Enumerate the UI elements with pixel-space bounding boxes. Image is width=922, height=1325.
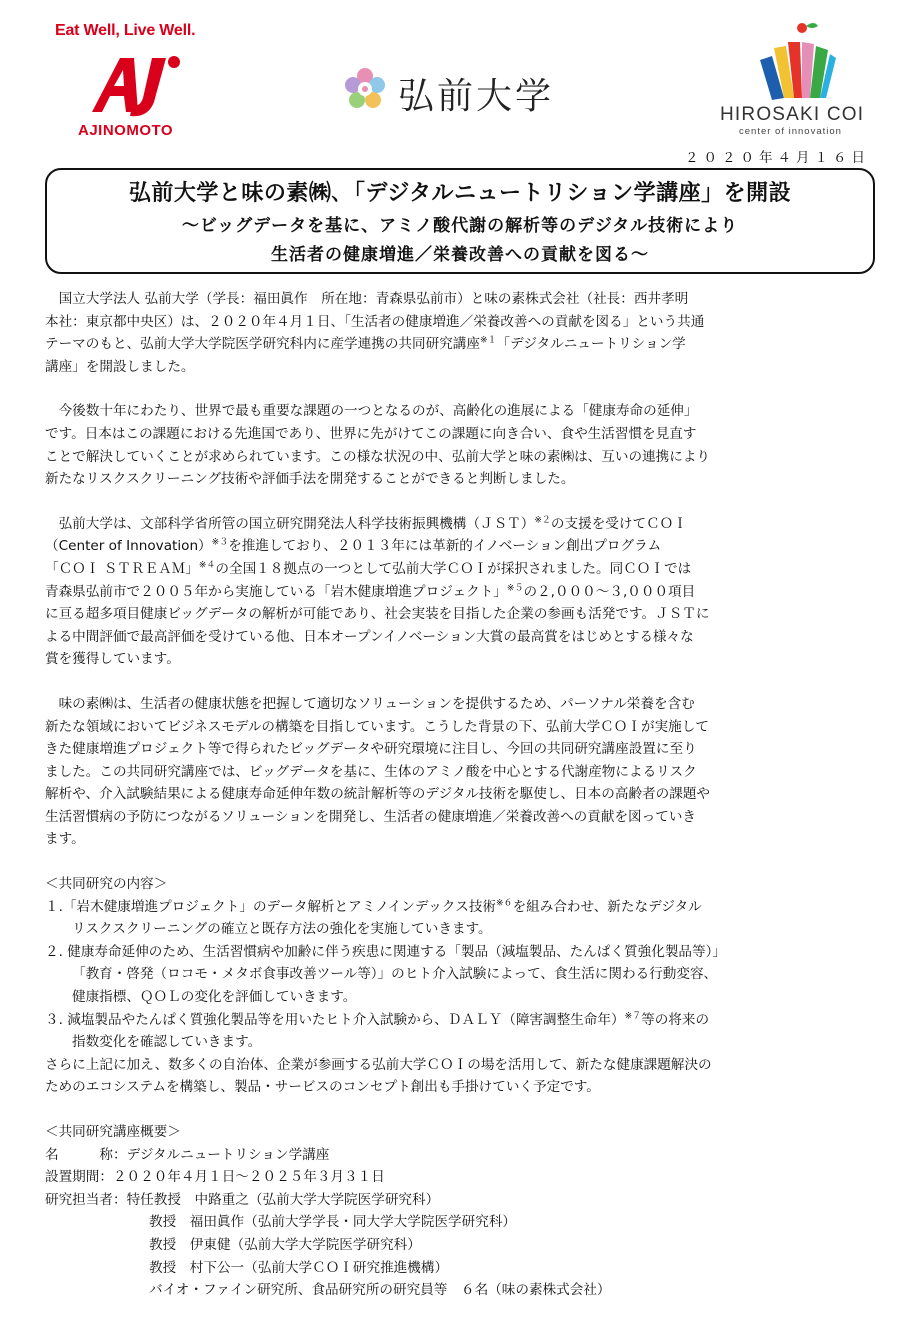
overview-name-row (45, 1144, 877, 1167)
overview-staff-label: 研究担当者： (45, 1191, 127, 1208)
paragraph-4-line: きた健康増進プロジェクト等で得られたビッグデータや研究環境に注目し、今回の共同研究講座設置に至り (45, 741, 697, 758)
paragraph-4-line: 解析や、介入試験結果による健康寿命延伸年数の統計解析等のデジタル技術を駆使し、日本の高齢者の課題や (45, 786, 711, 803)
paragraph-4-line: 生活習慣病の予防につながるソリューションを開発し、生活者の健康増進／栄養改善への貢献を図っていき (45, 808, 697, 825)
paragraph-2-line: 新たなリスクスクリーニング技術や評価手法を開発することができると判断しました。 (45, 471, 575, 488)
research-heading: ＜共同研究の内容＞ (45, 876, 168, 893)
ajinomoto-name: AJINOMOTO (78, 122, 174, 139)
ajinomoto-logo-icon (82, 50, 192, 120)
university-name: 弘前大学 (398, 76, 555, 117)
paragraph-2-line: 今後数十年にわたり、世界で最も重要な課題の一つとなるのが、高齢化の進展による「健康寿命の延伸」 (45, 403, 698, 420)
research-item-3-cont: 指数変化を確認していきます。 (72, 1034, 262, 1051)
footnote-ref: ※６ (496, 898, 513, 909)
paragraph-4-line: 新たな領域においてビジネスモデルの構築を目指しています。こうした背景の下、弘前大学ＣＯＩが実施して (45, 718, 709, 735)
paragraph-4-line: 味の素㈱は、生活者の健康状態を把握して適切なソリューションを提供するため、パーソナル栄養を含む (45, 695, 695, 712)
paragraph-1-line: テーマのもと、弘前大学大学院医学研究科内に産学連携の共同研究講座$^{※1}$「デジタルニュートリション学 (45, 335, 686, 353)
overview-name-value: デジタルニュートリション学講座 (126, 1146, 330, 1163)
research-item-2: ２. 健康寿命延伸のため、生活習慣病や加齢に伴う疾患に関連する「製品（減塩製品、たんぱく質強化製品等）」 (45, 943, 726, 960)
release-date: ２０２０年４月１６日 (685, 150, 870, 166)
paragraph-3-line: 青森県弘前市で２００５年から実施している「岩木健康増進プロジェクト」$^{※5}$の２,０００～３,０００項目 (45, 583, 696, 600)
paragraph-3-line: 賞を獲得しています。 (45, 651, 180, 668)
paragraph-1-line: 講座」を開設しました。 (45, 358, 195, 375)
paragraph-3-line: よる中間評価で最高評価を受けている他、日本オープンイノベーション大賞の最高賞をはじめとする様々な (45, 628, 694, 645)
overview-staff-row (45, 1189, 877, 1212)
paragraph-2-line: です。日本はこの課題における先進国であり、世界に先がけてこの課題に向き合い、食や生活習慣を見直す (45, 425, 697, 442)
paragraph-3-line: 弘前大学は、文部科学省所管の国立研究開発法人科学技術振興機構（ＪＳＴ）$^{※2}$の支援を受けてＣＯＩ (45, 515, 687, 532)
research-item-1-cont: リスクスクリーニングの確立と既存方法の強化を実施していきます。 (72, 921, 492, 938)
paragraph-4-line: ました。この共同研究講座では、ビッグデータを基に、生体のアミノ酸を中心とする代謝産物によるリスク (45, 763, 697, 780)
paragraph-1-line: 国立大学法人 弘前大学（学長：福田眞作 所在地：青森県弘前市）と味の素株式会社（社長：西井孝明 (45, 291, 689, 307)
overview-name-label: 名 称： (45, 1146, 127, 1163)
research-item-2-cont: 「教育・啓発（ロコモ・メタボ食事改善ツール等）」のヒト介入試験によって、食生活に関わる行動変容、 (72, 966, 718, 983)
research-item-2-cont: 健康指標、ＱＯＬの変化を評価していきます。 (72, 989, 357, 1006)
overview-period-label: 設置期間： (45, 1169, 113, 1186)
overview-period-row (45, 1166, 877, 1189)
footnote-ref: ※４ (198, 560, 216, 571)
research-item-1: １.「岩木健康増進プロジェクト」のデータ解析とアミノインデックス技術$^{※6}$を組み合わせ、新たなデジタル (45, 898, 702, 915)
subtitle-line-2: 生活者の健康増進／栄養改善への貢献を図る～ (271, 245, 649, 265)
page-title: 弘前大学と味の素㈱､「デジタルニュートリション学講座」を開設 (128, 181, 792, 206)
paragraph-1-line: 本社：東京都中央区）は、２０２０年４月１日、「生活者の健康増進／栄養改善への貢献を図る」という共通 (45, 313, 705, 330)
research-closing: ためのエコシステムを構築し、製品・サービスのコンセプト創出も手掛けていく予定です。 (45, 1079, 600, 1096)
staff-member: バイオ・ファイン研究所、食品研究所の研究員等 ６名（味の素株式会社） (149, 1282, 611, 1299)
footnote-ref: ※３ (211, 537, 229, 548)
staff-member: 教授 伊東健（弘前大学大学院医学研究科） (149, 1236, 421, 1253)
ajinomoto-tagline: Eat Well, Live Well. (55, 22, 196, 39)
coi-name: HIROSAKI COI (720, 104, 865, 125)
research-item-3: ３. 減塩製品やたんぱく質強化製品等を用いたヒト介入試験から、ＤＡＬＹ（障害調整生命年）$^{※7}$等の将来の (45, 1011, 710, 1028)
footnote-ref: ※５ (506, 583, 524, 593)
staff-member: 特任教授 中路重之（弘前大学大学院医学研究科） (126, 1191, 440, 1208)
research-closing: さらに上記に加え、数多くの自治体、企業が参画する弘前大学ＣＯＩの場を活用して、新たな健康課題解決の (45, 1056, 712, 1073)
paragraph-3-line: （Center of Innovation）$^{※3}$を推進しており、２０１３年には革新的イノベーション創出プログラム (45, 537, 662, 555)
hirosaki-university-emblem-icon (342, 66, 388, 112)
paragraph-3-line: 「ＣＯＩ ＳＴＲＥＡＭ」$^{※4}$の全国１８拠点の一つとして弘前大学ＣＯＩが採択されました。同ＣＯＩでは (45, 560, 692, 577)
paragraph-4-line: ます。 (45, 831, 85, 848)
staff-member: 教授 村下公一（弘前大学ＣＯＩ研究推進機構） (149, 1259, 449, 1276)
footnote-ref: ※１ (480, 335, 497, 346)
footnote-ref: ※２ (534, 515, 551, 526)
overview-heading: ＜共同研究講座概要＞ (45, 1124, 181, 1140)
paragraph-2-line: ことで解決していくことが求められています。この様な状況の中、弘前大学と味の素㈱は、互いの連携により (45, 448, 711, 465)
overview-period-value: ２０２０年４月１日～２０２５年３月３１日 (112, 1169, 385, 1186)
subtitle-line-1: ～ビッグデータを基に、アミノ酸代謝の解析等のデジタル技術により (181, 216, 739, 236)
footnote-ref: ※７ (624, 1011, 642, 1022)
title-box (45, 168, 875, 274)
hirosaki-coi-logo-icon (758, 20, 836, 102)
coi-subtitle: center of innovation (739, 126, 842, 137)
press-release-body (45, 288, 877, 1302)
paragraph-3-line: に亘る超多項目健康ビッグデータの解析が可能であり、社会実装を目指した企業の参画も活発です。ＪＳＴに (45, 606, 710, 623)
staff-member: 教授 福田眞作（弘前大学学長・同大学大学院医学研究科） (149, 1214, 517, 1231)
